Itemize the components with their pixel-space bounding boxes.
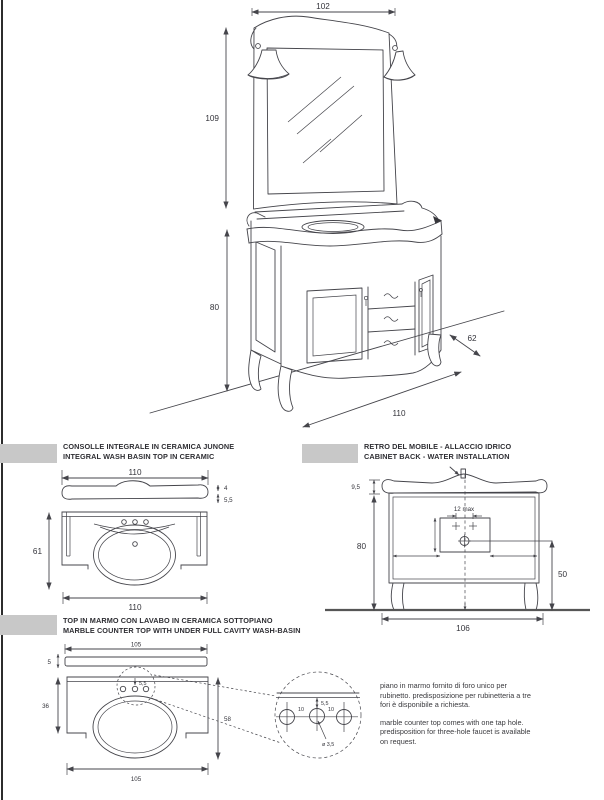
ceramic-plan-view — [62, 512, 207, 585]
ceramic-dim-depth — [33, 513, 49, 589]
left-door — [307, 288, 362, 363]
dim-label-102: 102 — [316, 2, 330, 11]
marble-section-header — [63, 616, 301, 636]
dimension-mirror-height — [205, 28, 226, 208]
hole-detail-drawing — [275, 672, 361, 758]
ceramic-title-en: INTEGRAL WASH BASIN TOP IN CERAMIC — [63, 451, 215, 461]
dim-label-80: 80 — [209, 303, 219, 312]
ceramic-title-it: CONSOLLE INTEGRALE IN CERAMICA JUNONE — [63, 442, 235, 451]
dim-label: 9,5 — [351, 484, 360, 491]
drawers — [368, 282, 415, 359]
ceramic-top-drawing — [0, 465, 300, 617]
dim-label-62: 62 — [467, 334, 477, 343]
ceramic-side-profile — [62, 481, 208, 500]
detail-dim-label: 10 — [298, 707, 304, 713]
dimension-cabinet-height — [210, 230, 227, 391]
marble-title-it: TOP IN MARMO CON LAVABO IN CERAMICA SOTTOPIANO — [63, 616, 273, 625]
marble-dim-front-depth — [42, 678, 58, 733]
dim-label: 5,5 — [224, 497, 233, 504]
undercounter-basin — [93, 696, 177, 758]
marble-section-header-bar — [0, 615, 57, 635]
faucet-hole — [132, 686, 137, 691]
dim-label: 36 — [42, 703, 49, 710]
cabinet-back-drawing — [300, 465, 604, 643]
back-title-en: CABINET BACK - WATER INSTALLATION — [364, 451, 510, 461]
drain-hole — [133, 542, 138, 547]
dim-label: 12 max — [453, 506, 475, 513]
dim-label: 105 — [130, 641, 142, 649]
cabinet-drawing — [247, 201, 442, 411]
detail-dim-label: 10 — [328, 707, 334, 713]
dimension-mirror-width — [252, 2, 395, 16]
faucet-hole — [122, 520, 127, 525]
dim-label: 110 — [128, 468, 142, 477]
dim-label-small: 5,5 — [139, 681, 147, 687]
back-dim-drain-height — [552, 541, 568, 610]
note-english: marble counter top comes with one tap hole. predisposition for three-hole faucet is available on request. — [380, 717, 531, 746]
callout-leader — [151, 698, 281, 743]
back-dim-top-gap — [351, 480, 380, 494]
detail-dim-label: 5,5 — [321, 701, 329, 707]
left-door-key — [364, 296, 367, 299]
back-section-header — [364, 442, 511, 462]
dimension-depth — [450, 334, 480, 356]
faucet-hole — [144, 520, 149, 525]
dim-label: 4 — [224, 485, 228, 492]
ceramic-dim-top-width — [62, 468, 208, 485]
dim-label: 5 — [47, 659, 51, 666]
marble-plan-view — [67, 667, 281, 758]
marble-dim-thickness — [48, 654, 58, 668]
faucet-hole — [143, 686, 148, 691]
faucet-hole — [133, 520, 138, 525]
water-valve-icon — [450, 467, 466, 478]
dim-label-109: 109 — [205, 114, 219, 123]
ceramic-section-header — [63, 442, 234, 462]
dim-label: 105 — [130, 776, 142, 783]
back-dim-height — [357, 496, 374, 610]
marble-dim-top-width — [65, 642, 207, 655]
floor-line — [150, 311, 504, 413]
dim-label: 106 — [456, 624, 470, 633]
marble-dim-total-depth — [218, 678, 231, 759]
callout-leader — [154, 675, 276, 696]
back-section-header-bar — [302, 444, 358, 463]
back-right-leg — [524, 583, 538, 610]
detail-dim-label: ø 3,5 — [322, 742, 335, 748]
marble-dim-bottom-width — [67, 763, 208, 783]
mirror-drawing — [248, 16, 415, 209]
dim-label-110: 110 — [392, 409, 406, 418]
faucet-hole — [120, 686, 125, 691]
ceramic-dim-lip — [218, 494, 233, 504]
back-dim-width — [382, 613, 543, 633]
back-title-it: RETRO DEL MOBILE - ALLACCIO IDRICO — [364, 442, 512, 451]
dim-label: 80 — [356, 542, 366, 551]
dimension-width — [303, 372, 461, 427]
ceramic-dim-bottom-width — [63, 592, 207, 612]
back-top-profile — [382, 474, 547, 493]
ceramic-section-header-bar — [0, 444, 57, 463]
marble-title-en: MARBLE COUNTER TOP WITH UNDER FULL CAVITY WASH-BASIN — [63, 625, 301, 635]
dim-label: 61 — [32, 547, 42, 556]
dim-label: 110 — [128, 603, 142, 612]
marble-notes — [380, 681, 532, 755]
marble-side-profile — [65, 657, 207, 666]
ceramic-dim-edge — [218, 485, 228, 492]
note-italian: piano in marmo fornito di foro unico per rubinetto. predisposizione per rubinetteria a tre fori è disponibile a richiesta. — [380, 681, 531, 710]
supply-cross-icon — [452, 522, 477, 530]
dim-label: 50 — [558, 570, 568, 579]
cabriole-legs — [249, 334, 441, 411]
back-dim-supply-zone — [447, 506, 482, 519]
dim-label: 58 — [224, 716, 231, 723]
back-left-leg — [391, 583, 404, 610]
